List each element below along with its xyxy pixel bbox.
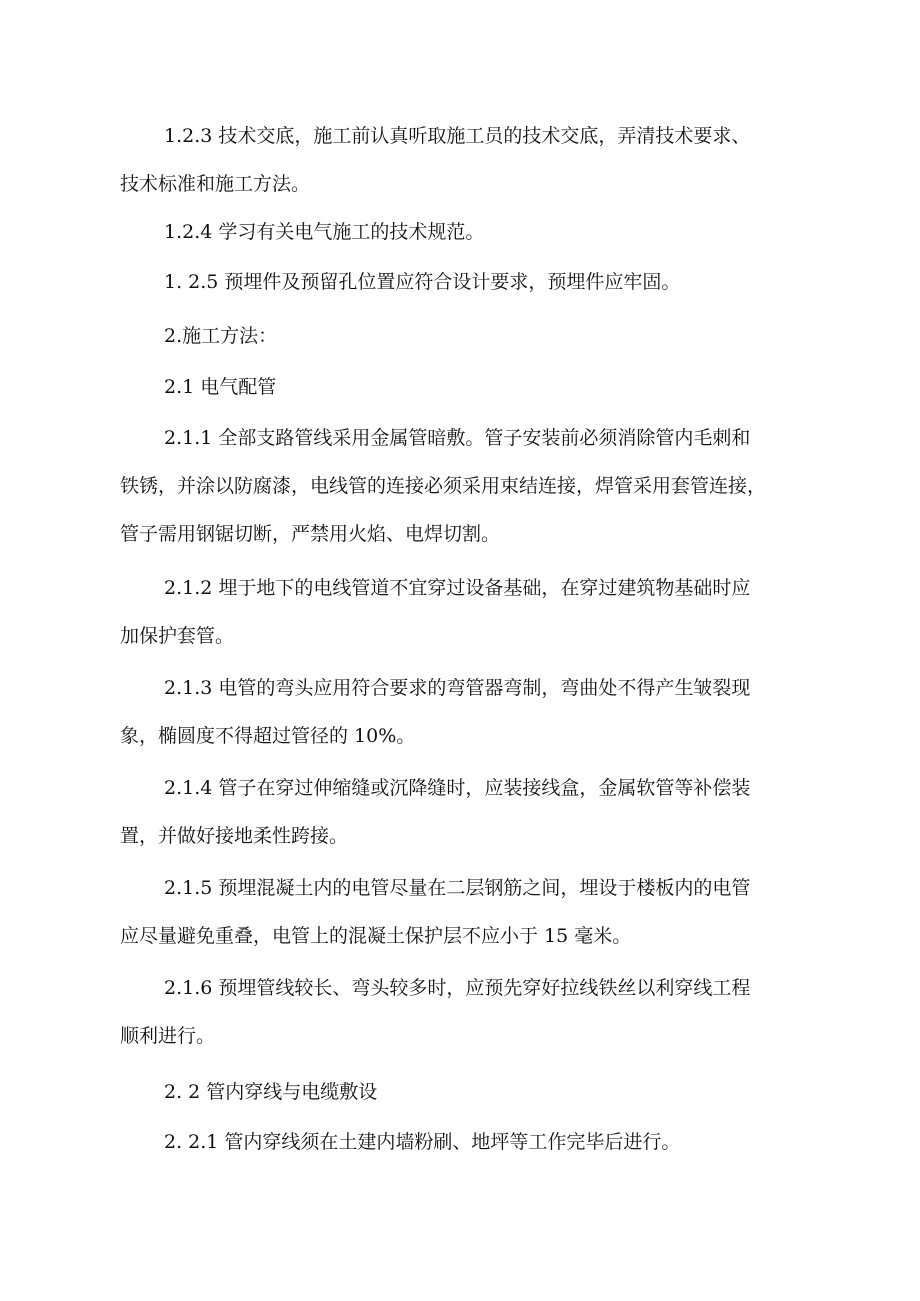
paragraph-2-1-1 (120, 414, 810, 558)
paragraph-line: 铁锈，并涂以防腐漆，电线管的连接必须采用束结连接，焊管采用套管连接， (120, 475, 767, 497)
paragraph-line: 2.施工方法： (164, 325, 278, 347)
paragraph-line: 应尽量避免重叠，电管上的混凝土保护层不应小于 15 毫米。 (120, 925, 632, 947)
section-heading-2 (120, 312, 810, 360)
paragraph-line: 2. 2 管内穿线与电缆敷设 (164, 1081, 378, 1103)
paragraph-1-2-3 (120, 112, 810, 208)
paragraph-line: 加保护套管。 (120, 625, 235, 647)
paragraph-1-2-5 (120, 258, 810, 306)
paragraph-line: 2.1.3 电管的弯头应用符合要求的弯管器弯制，弯曲处不得产生皱裂现 (164, 677, 751, 699)
paragraph-line: 技术标准和施工方法。 (120, 173, 311, 195)
paragraph-1-2-4 (120, 208, 810, 256)
paragraph-line: 2.1.5 预埋混凝土内的电管尽量在二层钢筋之间，埋设于楼板内的电管 (164, 877, 751, 899)
paragraph-line: 2.1 电气配管 (164, 376, 277, 398)
paragraph-2-1-3 (120, 664, 810, 760)
paragraph-line: 2.1.6 预埋管线较长、弯头较多时，应预先穿好拉线铁丝以利穿线工程 (164, 977, 751, 999)
paragraph-line: 顺利进行。 (120, 1025, 216, 1047)
paragraph-line: 1.2.4 学习有关电气施工的技术规范。 (164, 221, 485, 243)
paragraph-line: 2. 2.1 管内穿线须在土建内墙粉刷、地坪等工作完毕后进行。 (164, 1131, 681, 1153)
paragraph-line: 2.1.2 埋于地下的电线管道不宜穿过设备基础，在穿过建筑物基础时应 (164, 577, 751, 599)
paragraph-2-1-4 (120, 764, 810, 860)
paragraph-line: 1.2.3 技术交底，施工前认真听取施工员的技术交底，弄清技术要求、 (164, 125, 751, 147)
paragraph-line: 2.1.4 管子在穿过伸缩缝或沉降缝时，应装接线盒，金属软管等补偿装 (164, 777, 751, 799)
paragraph-line: 2.1.1 全部支路管线采用金属管暗敷。管子安装前必须消除管内毛刺和 (164, 427, 751, 449)
paragraph-line: 管子需用钢锯切断，严禁用火焰、电焊切割。 (120, 523, 501, 545)
section-heading-2-2 (120, 1068, 810, 1116)
section-heading-2-1 (120, 363, 810, 411)
paragraph-line: 1. 2.5 预埋件及预留孔位置应符合设计要求，预埋件应牢固。 (164, 271, 681, 293)
paragraph-2-2-1 (120, 1118, 810, 1166)
paragraph-2-1-2 (120, 564, 810, 660)
paragraph-2-1-6 (120, 964, 810, 1060)
paragraph-line: 置，并做好接地柔性跨接。 (120, 825, 349, 847)
paragraph-line: 象，椭圆度不得超过管径的 10%。 (120, 725, 416, 747)
paragraph-2-1-5 (120, 864, 810, 960)
